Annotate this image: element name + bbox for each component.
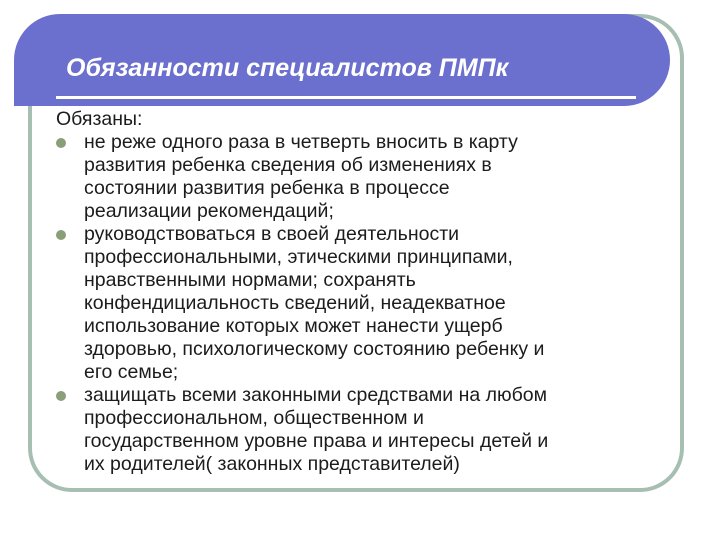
- text-line: их родителей( законных представителей): [84, 453, 460, 475]
- list-item: [56, 131, 666, 223]
- slide-body: [56, 108, 666, 476]
- text-line: нравственными нормами; сохранять: [84, 269, 416, 291]
- text-line: государственном уровне права и интересы детей и: [84, 430, 549, 452]
- list-item: [56, 384, 666, 476]
- duties-list: [56, 131, 666, 476]
- bullet-dot-icon: [56, 230, 66, 240]
- title-divider: [56, 96, 636, 99]
- text-line: использование которых может нанести ущерб: [84, 315, 503, 337]
- slide-title: Обязанности специалистов ПМПк: [66, 54, 509, 82]
- text-line: состоянии развития ребенка в процессе: [84, 177, 450, 199]
- list-item: [56, 223, 666, 384]
- text-line: профессиональными, этическими принципами,: [84, 246, 513, 268]
- title-bar: [14, 14, 670, 106]
- text-line: не реже одного раза в четверть вносить в карту: [84, 131, 518, 153]
- text-line: профессиональном, общественном и: [84, 407, 424, 429]
- text-line: развития ребенка сведения об изменениях в: [84, 154, 492, 176]
- list-item-text: [84, 131, 666, 223]
- list-item-text: [84, 384, 666, 476]
- bullet-dot-icon: [56, 138, 66, 148]
- text-line: здоровью, психологическому состоянию ребенку и: [84, 338, 545, 360]
- bullet-dot-icon: [56, 391, 66, 401]
- list-item-text: [84, 223, 666, 384]
- lead-text: Обязаны:: [56, 108, 143, 130]
- text-line: руководствоваться в своей деятельности: [84, 223, 460, 245]
- text-line: его семье;: [84, 361, 179, 383]
- text-line: реализации рекомендаций;: [84, 200, 334, 222]
- text-line: защищать всеми законными средствами на любом: [84, 384, 548, 406]
- text-line: конфендициальность сведений, неадекватное: [84, 292, 506, 314]
